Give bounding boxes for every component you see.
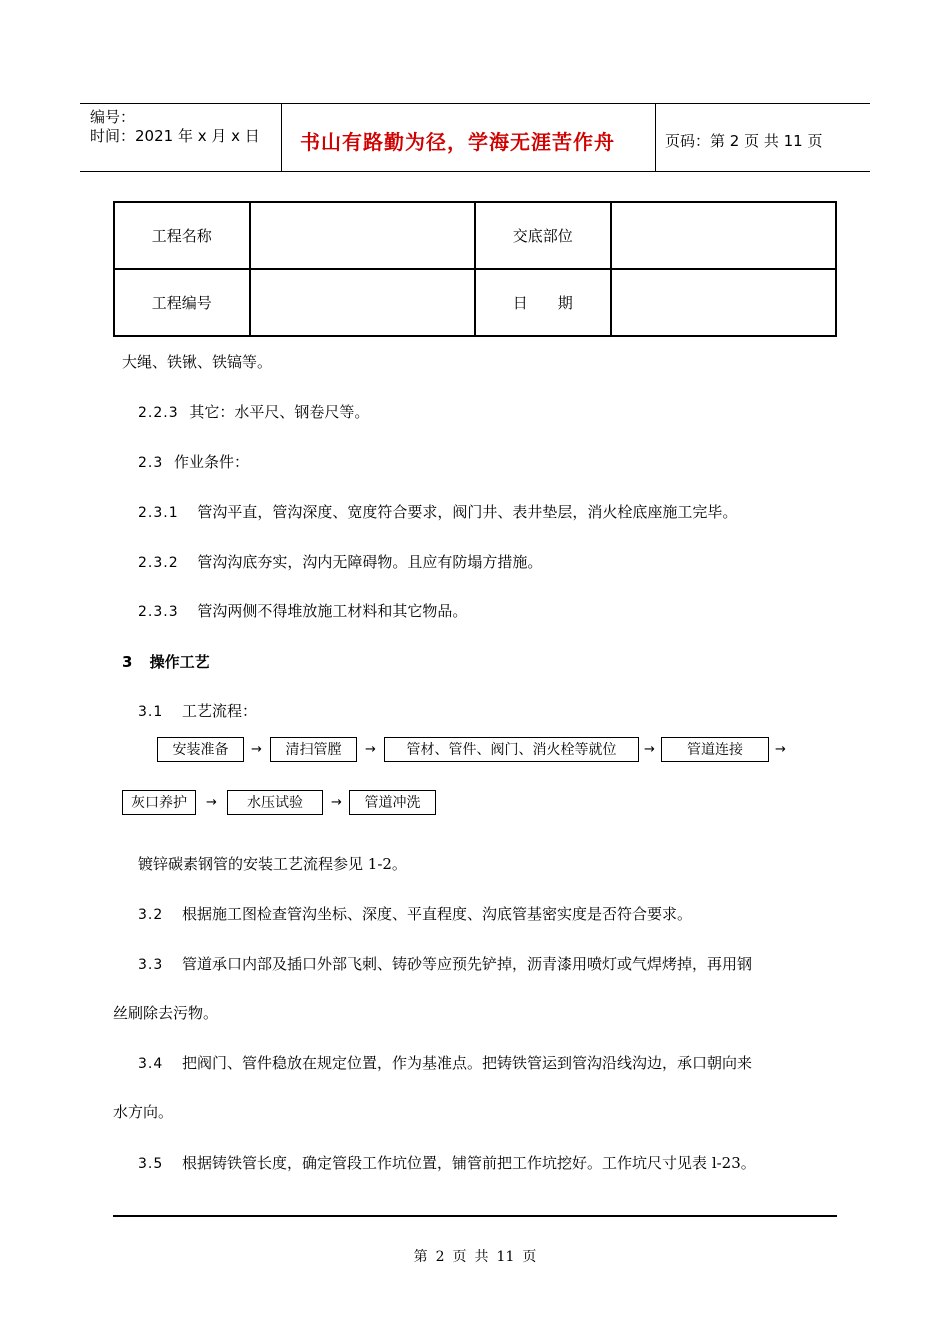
paragraph-galvanized-note: 镀锌碳素钢管的安装工艺流程参见 1-2。 — [138, 855, 407, 873]
header-divider-right — [655, 103, 656, 172]
flow-arrow: → — [775, 742, 786, 757]
handover-part-label: 交底部位 — [475, 202, 611, 269]
section-number: 2.3.1 — [138, 505, 179, 521]
section-number: 3.5 — [138, 1156, 164, 1172]
paragraph-text: 把阀门、管件稳放在规定位置，作为基准点。把铸铁管运到管沟沿线沟边，承口朝向来 — [182, 1054, 753, 1072]
project-name-label: 工程名称 — [114, 202, 250, 269]
header-time-label: 时间：2021 年 x 月 x 日 — [90, 127, 260, 145]
footer-total: 11 — [496, 1249, 515, 1265]
header-page-info: 页码：第 2 页 共 11 页 — [665, 132, 823, 150]
flow-arrow: → — [331, 795, 342, 810]
project-name-value — [250, 202, 475, 269]
footer-divider — [113, 1215, 837, 1217]
table-row — [114, 269, 836, 336]
header-top-line — [80, 103, 870, 104]
flow-step-ash-curing: 灰口养护 — [122, 790, 196, 815]
paragraph-3-5 — [138, 1152, 756, 1175]
flow-step-pressure-test: 水压试验 — [227, 790, 323, 815]
paragraph-text: 工艺流程： — [182, 702, 258, 720]
paragraph-3-2 — [138, 903, 692, 926]
section-number: 2.2.3 — [138, 405, 179, 421]
section-number: 2.3.3 — [138, 604, 179, 620]
flow-arrow: → — [206, 795, 217, 810]
project-number-value — [250, 269, 475, 336]
project-number-label: 工程编号 — [114, 269, 250, 336]
date-label: 日 期 — [475, 269, 611, 336]
paragraph-text: 管沟沟底夯实，沟内无障碍物。且应有防塌方措施。 — [197, 553, 543, 571]
paragraph-2-3-3 — [138, 600, 467, 623]
flow-step-clean-pipe: 清扫管膛 — [270, 737, 357, 762]
section-number: 3 — [122, 653, 133, 671]
paragraph-text: 管沟平直，管沟深度、宽度符合要求，阀门井、表井垫层，消火栓底座施工完毕。 — [197, 503, 738, 521]
footer-gong: 共 — [474, 1249, 489, 1265]
section-number: 3.4 — [138, 1056, 164, 1072]
footer-page-number — [0, 1246, 950, 1266]
footer-ye: 页 — [452, 1249, 467, 1265]
paragraph-3-1 — [138, 700, 257, 723]
section-number: 3.2 — [138, 907, 164, 923]
paragraph-2-3-2 — [138, 551, 542, 574]
date-value — [611, 269, 836, 336]
flow-step-materials-in-place: 管材、管件、阀门、消火栓等就位 — [384, 737, 639, 762]
paragraph-2-3 — [138, 451, 249, 474]
flow-arrow: → — [644, 742, 655, 757]
section-title: 操作工艺 — [149, 653, 210, 671]
paragraph-2-2-3 — [138, 401, 369, 424]
flow-step-pipe-flush: 管道冲洗 — [349, 790, 436, 815]
footer-ye: 页 — [522, 1249, 537, 1265]
handover-part-value — [611, 202, 836, 269]
paragraph-3-3-cont: 丝刷除去污物。 — [113, 1004, 219, 1022]
footer-di: 第 — [413, 1249, 428, 1265]
footer-page: 2 — [435, 1249, 445, 1265]
paragraph-text: 管沟两侧不得堆放施工材料和其它物品。 — [197, 602, 468, 620]
paragraph-text: 根据施工图检查管沟坐标、深度、平直程度、沟底管基密实度是否符合要求。 — [182, 905, 693, 923]
paragraph-text: 其它：水平尺、钢卷尺等。 — [189, 403, 370, 421]
flow-arrow: → — [365, 742, 376, 757]
section-number: 2.3.2 — [138, 555, 179, 571]
project-info-table — [113, 201, 837, 337]
paragraph-text: 作业条件： — [174, 453, 250, 471]
paragraph-tools: 大绳、铁锹、铁镐等。 — [122, 353, 273, 371]
paragraph-text: 管道承口内部及插口外部飞刺、铸砂等应预先铲掉，沥青漆用喷灯或气焊烤掉，再用钢 — [182, 955, 753, 973]
header-divider-left — [281, 103, 282, 172]
paragraph-2-3-1 — [138, 501, 737, 524]
paragraph-3-3 — [138, 953, 752, 976]
paragraph-3-4 — [138, 1052, 752, 1075]
flow-step-install-prep: 安装准备 — [157, 737, 244, 762]
header-motto: 书山有路勤为径，学海无涯苦作舟 — [300, 130, 615, 154]
section-number: 2.3 — [138, 455, 164, 471]
table-row — [114, 202, 836, 269]
section-number: 3.1 — [138, 704, 164, 720]
header-code-label: 编号： — [90, 108, 136, 126]
header-bottom-line — [80, 171, 870, 172]
paragraph-text: 根据铸铁管长度，确定管段工作坑位置，铺管前把工作坑挖好。工作坑尺寸见表 l-23。 — [182, 1154, 756, 1172]
flow-step-pipe-connect: 管道连接 — [661, 737, 769, 762]
flow-arrow: → — [251, 742, 262, 757]
section-heading-3 — [122, 651, 210, 673]
section-number: 3.3 — [138, 957, 164, 973]
paragraph-3-4-cont: 水方向。 — [113, 1103, 174, 1121]
